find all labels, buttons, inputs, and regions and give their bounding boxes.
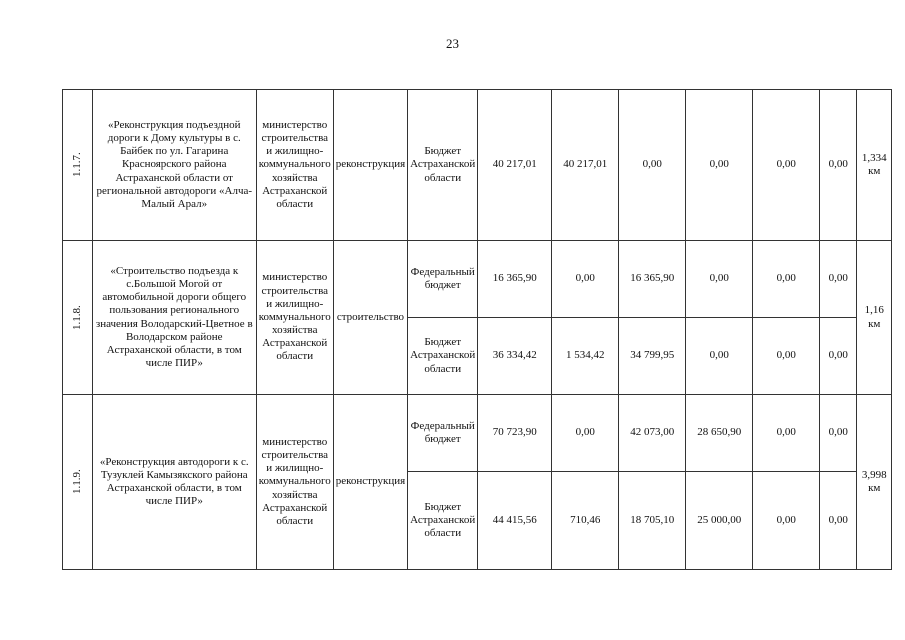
value-year-1: 0,00 (552, 395, 619, 472)
value-year-2: 16 365,90 (619, 241, 686, 318)
funding-source: Федеральный бюджет (408, 395, 478, 472)
value-year-3: 25 000,00 (686, 472, 753, 570)
work-type: строительство (333, 241, 407, 395)
value-total: 70 723,90 (478, 395, 552, 472)
value-year-5: 0,00 (820, 90, 857, 241)
value-total: 16 365,90 (478, 241, 552, 318)
page-number: 23 (446, 36, 459, 51)
row-number-cell (63, 90, 93, 241)
value-year-1: 0,00 (552, 241, 619, 318)
table-row (63, 90, 892, 241)
budget-table (62, 89, 892, 570)
road-length: 1,334 км (857, 90, 892, 241)
value-year-4: 0,00 (753, 472, 820, 570)
value-year-3: 0,00 (686, 90, 753, 241)
object-name: «Реконструкция автодороги к с. Тузуклей Камызякского района Астраханской области, в том числе ПИР» (92, 395, 256, 570)
value-year-4: 0,00 (753, 395, 820, 472)
value-total: 40 217,01 (478, 90, 552, 241)
value-year-5: 0,00 (820, 395, 857, 472)
executor: министерство строительства и жилищно-коммунального хозяйства Астраханской области (256, 90, 333, 241)
work-type: реконструкция (333, 90, 407, 241)
row-number-cell (63, 241, 93, 395)
row-number: 1.1.9. (70, 469, 83, 495)
value-year-2: 42 073,00 (619, 395, 686, 472)
value-year-4: 0,00 (753, 318, 820, 395)
value-year-4: 0,00 (753, 241, 820, 318)
funding-source: Бюджет Астраханской области (408, 318, 478, 395)
value-year-2: 18 705,10 (619, 472, 686, 570)
funding-source: Федеральный бюджет (408, 241, 478, 318)
value-year-3: 0,00 (686, 318, 753, 395)
object-name: «Реконструкция подъездной дороги к Дому культуры в с. Байбек по ул. Гагарина Красноярского района Астраханской области от региональной автодороги «Алча-Малый Арал» (92, 90, 256, 241)
value-year-3: 0,00 (686, 241, 753, 318)
work-type: реконструкция (333, 395, 407, 570)
road-length: 3,998 км (857, 395, 892, 570)
value-year-5: 0,00 (820, 318, 857, 395)
road-length: 1,16 км (857, 241, 892, 395)
object-name: «Строительство подъезда к с.Большой Могой от автомобильной дороги общего пользования регионального значения Володарский-Цветное в Володарском районе Астраханской области, в том числе ПИР» (92, 241, 256, 395)
value-year-2: 34 799,95 (619, 318, 686, 395)
row-number: 1.1.7. (70, 152, 83, 178)
value-year-2: 0,00 (619, 90, 686, 241)
funding-source: Бюджет Астраханской области (408, 90, 478, 241)
row-number-cell (63, 395, 93, 570)
table-row (63, 241, 892, 318)
value-total: 36 334,42 (478, 318, 552, 395)
value-year-1: 1 534,42 (552, 318, 619, 395)
value-year-3: 28 650,90 (686, 395, 753, 472)
row-number: 1.1.8. (70, 305, 83, 330)
table-row (63, 395, 892, 472)
value-year-1: 710,46 (552, 472, 619, 570)
value-total: 44 415,56 (478, 472, 552, 570)
funding-source: Бюджет Астраханской области (408, 472, 478, 570)
value-year-1: 40 217,01 (552, 90, 619, 241)
value-year-5: 0,00 (820, 472, 857, 570)
value-year-5: 0,00 (820, 241, 857, 318)
executor: министерство строительства и жилищно-коммунального хозяйства Астраханской области (256, 241, 333, 395)
executor: министерство строительства и жилищно-коммунального хозяйства Астраханской области (256, 395, 333, 570)
value-year-4: 0,00 (753, 90, 820, 241)
